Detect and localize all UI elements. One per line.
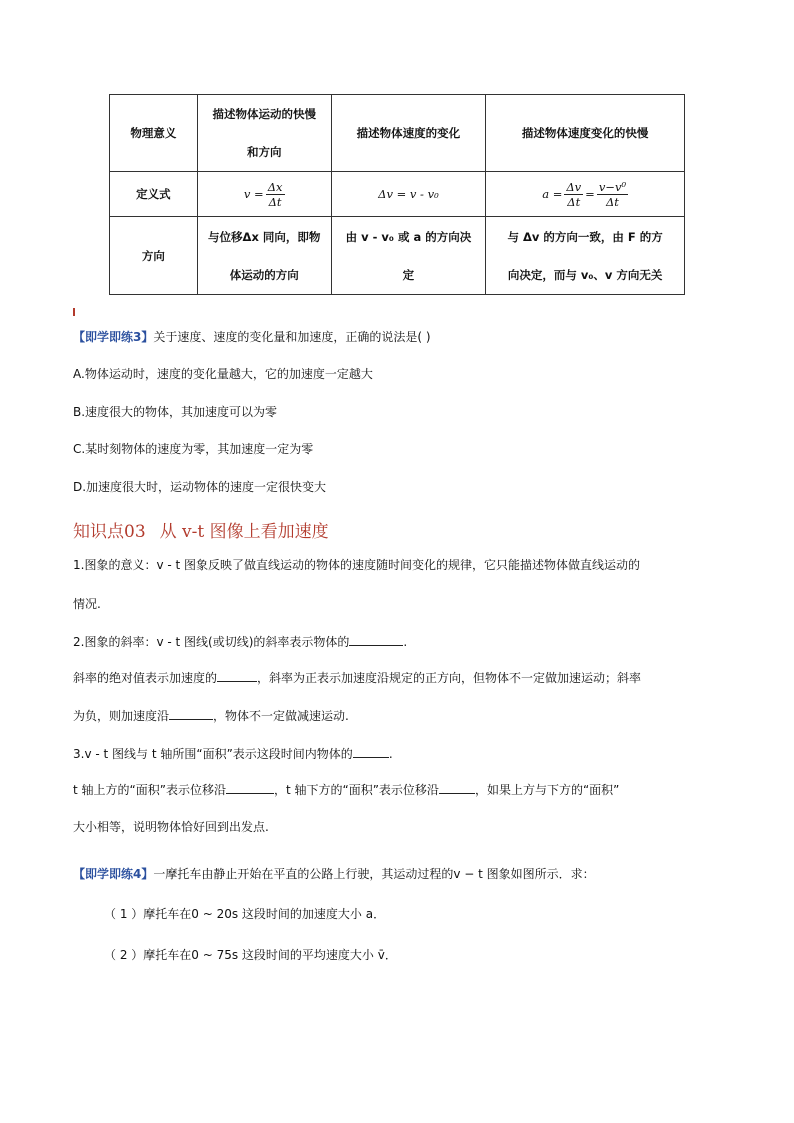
option-b: B.速度很大的物体，其加速度可以为零 bbox=[73, 405, 278, 419]
point-3-line2-text-b: ，t 轴下方的“面积”表示位移沿 bbox=[273, 783, 439, 797]
point-3-line1 bbox=[73, 745, 393, 762]
point-3-text: 3.v - t 图线与 t 轴所围“面积”表示这段时间内物体的 bbox=[73, 747, 353, 761]
velocity-formula-cell bbox=[197, 172, 331, 217]
sub-question-2: （ 2 ）摩托车在0 ~ 75s 这段时间的平均速度大小 v̄． bbox=[104, 948, 397, 962]
answer-blank[interactable] bbox=[226, 782, 274, 794]
velocity-direction-line2: 体运动的方向 bbox=[229, 267, 299, 282]
section-number: 知识点03 bbox=[73, 522, 146, 542]
acceleration-direction-cell bbox=[486, 217, 685, 295]
acceleration-meaning-cell: 描述物体速度变化的快慢 bbox=[486, 95, 685, 172]
section-heading bbox=[73, 517, 329, 542]
delta-velocity-direction-line1: 由 v - v₀ 或 a 的方向决 bbox=[345, 229, 472, 244]
point-2-line3 bbox=[73, 707, 349, 724]
row-head-direction: 方向 bbox=[110, 217, 198, 295]
point-3-line3: 大小相等，说明物体恰好回到出发点. bbox=[73, 820, 269, 834]
point-2-line2 bbox=[73, 669, 641, 686]
answer-blank[interactable] bbox=[169, 708, 213, 720]
velocity-direction-cell bbox=[197, 217, 331, 295]
velocity-formula-numerator: Δx bbox=[267, 179, 283, 194]
point-2-end: . bbox=[403, 635, 408, 649]
acceleration-formula-num1: Δv bbox=[566, 179, 582, 194]
table-row bbox=[110, 95, 685, 172]
exercise-3-stem bbox=[73, 328, 431, 345]
point-1-line2: 情况. bbox=[73, 597, 101, 611]
margin-mark bbox=[73, 308, 75, 316]
table-row bbox=[110, 172, 685, 217]
point-3-line2 bbox=[73, 781, 619, 798]
row-head-physical-meaning: 物理意义 bbox=[110, 95, 198, 172]
point-2-text: 2.图象的斜率：v - t 图线(或切线)的斜率表示物体的 bbox=[73, 635, 350, 649]
comparison-table bbox=[109, 94, 685, 295]
delta-velocity-formula-cell: Δv = v - v₀ bbox=[331, 172, 486, 217]
acceleration-formula-den2: Δt bbox=[605, 194, 619, 209]
acceleration-formula-lhs: a = bbox=[542, 187, 563, 201]
velocity-formula-denominator: Δt bbox=[268, 194, 282, 209]
point-2-line2-text-b: ，斜率为正表示加速度沿规定的正方向，但物体不一定做加速运动；斜率 bbox=[257, 671, 642, 685]
point-1-line1: 1.图象的意义：v - t 图象反映了做直线运动的物体的速度随时间变化的规律，它只能描述物体做直线运动的 bbox=[73, 558, 641, 572]
exercise-3-tag: 【即学即练3】 bbox=[73, 330, 154, 344]
point-2-line3-text-a: 为负，则加速度沿 bbox=[73, 709, 170, 723]
point-2-line1 bbox=[73, 633, 407, 650]
point-2-line3-text-b: ，物体不一定做减速运动. bbox=[213, 709, 349, 723]
delta-velocity-direction-line2: 定 bbox=[402, 267, 415, 282]
point-3-end: . bbox=[388, 747, 393, 761]
answer-blank[interactable] bbox=[439, 782, 475, 794]
option-a: A.物体运动时，速度的变化量越大，它的加速度一定越大 bbox=[73, 367, 373, 381]
acceleration-direction-line2: 向决定，而与 v₀、v 方向无关 bbox=[507, 267, 663, 282]
exercise-3-question: 关于速度、速度的变化量和加速度，正确的说法是( ) bbox=[153, 330, 431, 344]
velocity-meaning-line2: 和方向 bbox=[246, 145, 282, 159]
section-title: 从 v-t 图像上看加速度 bbox=[159, 522, 329, 542]
velocity-meaning-line1: 描述物体运动的快慢 bbox=[212, 107, 316, 121]
velocity-meaning-cell bbox=[197, 95, 331, 172]
acceleration-formula-eq: = bbox=[585, 187, 595, 201]
velocity-direction-line1: 与位移Δx 同向，即物 bbox=[208, 229, 321, 244]
point-2-line2-text-a: 斜率的绝对值表示加速度的 bbox=[73, 671, 218, 685]
answer-blank[interactable] bbox=[349, 634, 403, 646]
acceleration-formula-cell bbox=[486, 172, 685, 217]
exercise-4-tag: 【即学即练4】 bbox=[73, 867, 154, 881]
option-d: D.加速度很大时，运动物体的速度一定很快变大 bbox=[73, 480, 327, 494]
acceleration-formula-den1: Δt bbox=[567, 194, 581, 209]
option-c: C.某时刻物体的速度为零，其加速度一定为零 bbox=[73, 442, 314, 456]
delta-velocity-meaning-cell: 描述物体速度的变化 bbox=[331, 95, 486, 172]
exercise-4-question: 一摩托车由静止开始在平直的公路上行驶，其运动过程的v − t 图象如图所示．求： bbox=[153, 867, 595, 881]
delta-velocity-direction-cell bbox=[331, 217, 486, 295]
acceleration-direction-line1: 与 Δv 的方向一致，由 F 的方 bbox=[507, 229, 663, 244]
acceleration-formula-num2: v−v⁰ bbox=[598, 179, 627, 194]
answer-blank[interactable] bbox=[353, 746, 389, 758]
exercise-4-stem bbox=[73, 865, 595, 882]
sub-question-1: （ 1 ）摩托车在0 ~ 20s 这段时间的加速度大小 a． bbox=[104, 907, 386, 921]
point-3-line2-text-c: ，如果上方与下方的“面积” bbox=[474, 783, 620, 797]
point-3-line2-text-a: t 轴上方的“面积”表示位移沿 bbox=[73, 783, 226, 797]
row-head-definition: 定义式 bbox=[110, 172, 198, 217]
table-row bbox=[110, 217, 685, 295]
answer-blank[interactable] bbox=[217, 670, 257, 682]
velocity-formula-lhs: v = bbox=[243, 187, 264, 201]
